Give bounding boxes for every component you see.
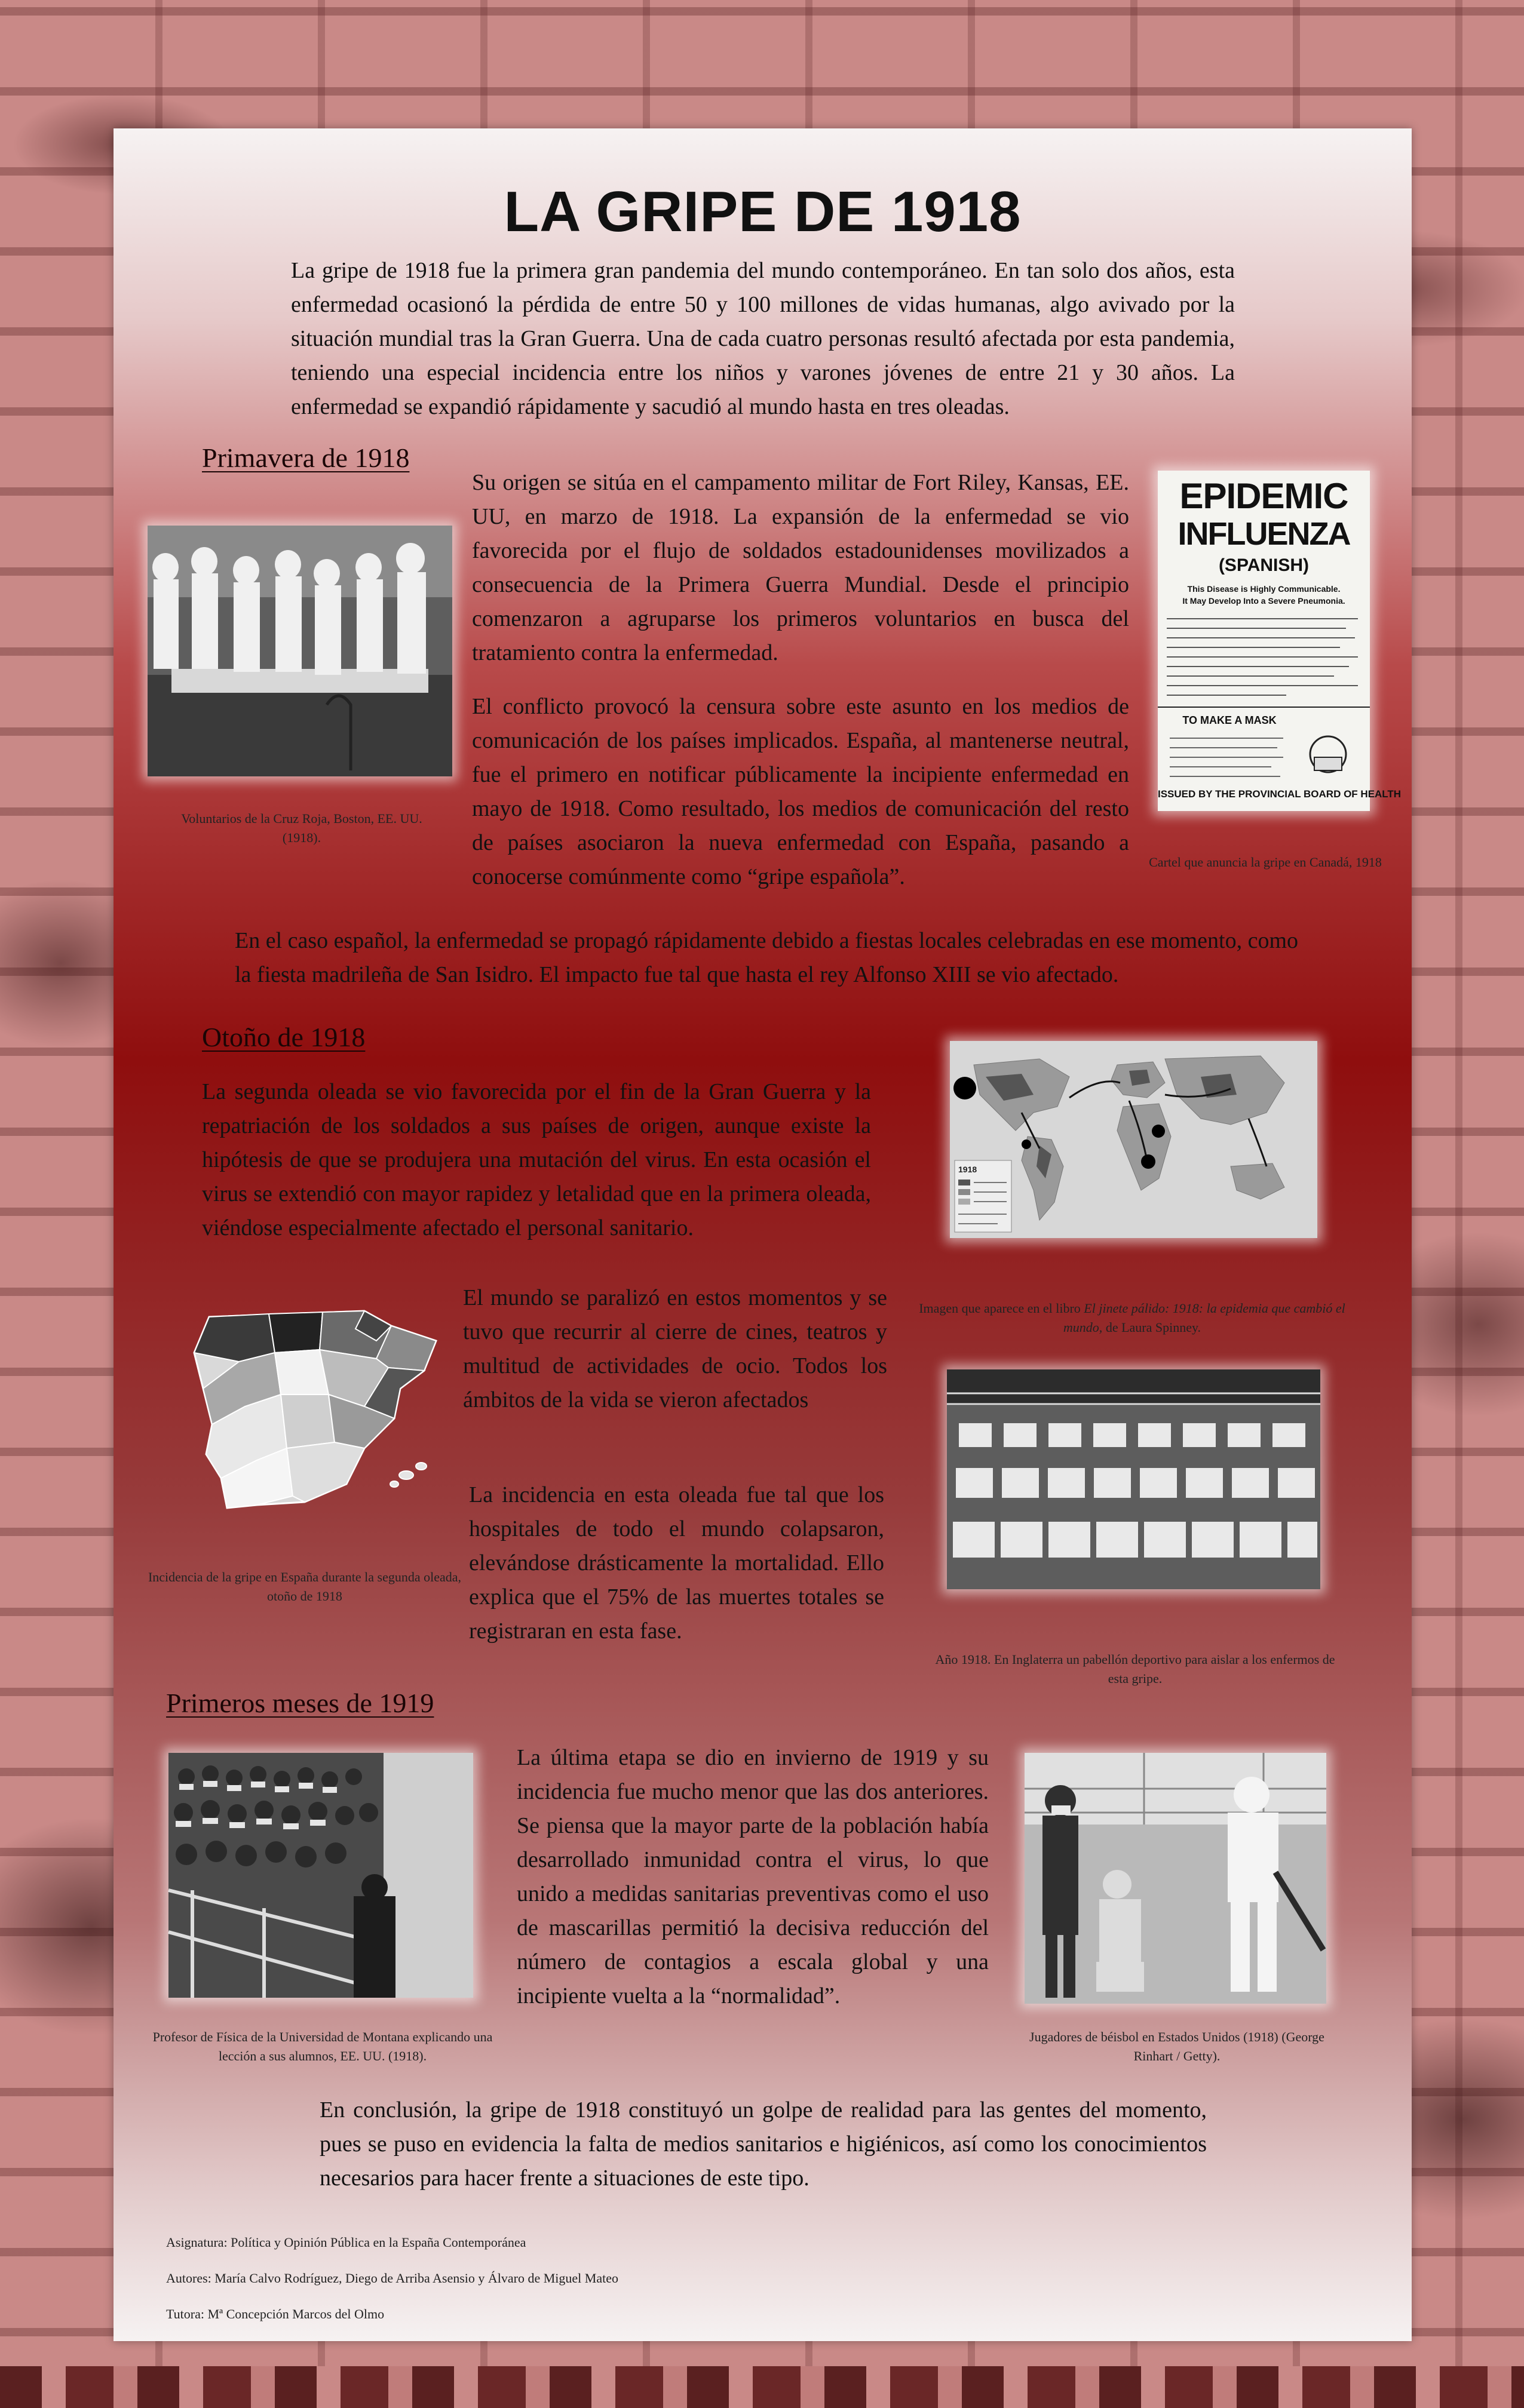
autumn-paragraph-1: La segunda oleada se vio favorecida por el fin de la Gran Guerra y la repatriación de los soldados a sus países de origen, aunque existe la hipótesis de que se produjera una mutación del virus. En esta ocasión el virus se extendió con mayor rapidez y letalidad que en la primera oleada, viéndose especialmente afectado el personal sanitario. — [202, 1079, 871, 1240]
spring-paragraph-spain: En el caso español, la enfermedad se propagó rápidamente debido a fiestas locales celebradas en ese momento, como la fiesta madrileña de San Isidro. El impacto fue tal que hasta el rey Alfonso XIII se vio afectado. — [235, 928, 1299, 987]
poster-line-issued: ISSUED BY THE PROVINCIAL BOARD OF HEALTH — [1158, 788, 1402, 800]
poster-line-communicable: This Disease is Highly Communicable. — [1187, 584, 1341, 594]
map-marker-africa — [1141, 1154, 1155, 1169]
caption-world-map-post: de Laura Spinney. — [1102, 1320, 1201, 1335]
spain-incidence-map — [185, 1305, 442, 1520]
caption-isolation-pavilion: Año 1918. En Inglaterra un pabellón deportivo para aislar a los enfermos de esta gripe. — [935, 1652, 1335, 1686]
epidemic-influenza-poster — [1158, 471, 1402, 811]
autumn-paragraph-2: El mundo se paralizó en estos momentos y se tuvo que recurrir al cierre de cines, teatros y multitud de actividades de ocio. Todos los ámbitos de la vida se vieron afectados — [463, 1285, 887, 1412]
caption-red-cross: Voluntarios de la Cruz Roja, Boston, EE. UU. (1918). — [181, 811, 422, 845]
footer-authors: Autores: María Calvo Rodríguez, Diego de Arriba Asensio y Álvaro de Miguel Mateo — [166, 2271, 619, 2286]
world-spread-map — [950, 1041, 1317, 1238]
poster-line-epidemic: EPIDEMIC — [1179, 476, 1348, 516]
poster-line-influenza: INFLUENZA — [1178, 516, 1350, 552]
caption-world-map-book: El jinete pálido: 1918: la epidemia que cambió el mundo, — [1063, 1301, 1345, 1335]
conclusion-paragraph: En conclusión, la gripe de 1918 constituyó un golpe de realidad para las gentes del momento, pues se puso en evidencia la falta de medios sanitarios e higiénicos, así como los conocimientos necesarios para hacer frente a situaciones de este tipo. — [320, 2097, 1207, 2191]
map-legend-year: 1918 — [958, 1165, 977, 1174]
brick-bottom-strip — [0, 2366, 1524, 2408]
poster-panel — [114, 128, 1412, 2341]
autumn-paragraph-3: La incidencia en esta oleada fue tal que los hospitales de todo el mundo colapsaron, elevándose drásticamente la mortalidad. Ello explica que el 75% de las muertes totales se registraran en esta fase. — [469, 1482, 884, 1644]
map-marker-large — [953, 1077, 976, 1099]
baseball-players-photo — [1025, 1753, 1326, 2004]
montana-lecture-photo — [168, 1753, 473, 1998]
map-marker-america — [1022, 1140, 1031, 1149]
map-marker-east — [1152, 1125, 1165, 1138]
footer-tutor: Tutora: Mª Concepción Marcos del Olmo — [166, 2306, 385, 2321]
heading-spring-1918: Primavera de 1918 — [202, 443, 410, 473]
caption-world-map-pre: Imagen que aparece en el libro — [919, 1301, 1084, 1316]
caption-spain-map: Incidencia de la gripe en España durante la segunda oleada, otoño de 1918 — [148, 1570, 462, 1604]
poster-line-spanish: (SPANISH) — [1218, 555, 1310, 575]
caption-montana-lecture: Profesor de Física de la Universidad de Montana explicando una lección a sus alumnos, EE. UU. (1918). — [152, 2029, 493, 2063]
caption-baseball-players: Jugadores de béisbol en Estados Unidos (1918) (George Rinhart / Getty). — [1029, 2029, 1324, 2063]
spring-paragraph-1: Su origen se sitúa en el campamento militar de Fort Riley, Kansas, EE. UU, en marzo de 1918. La expansión de la enfermedad se vio favorecida por el flujo de soldados estadounidenses movilizados a consecuencia de la Primera Guerra Mundial. Desde el principio comenzaron a agruparse los primeros voluntarios en busca del tratamiento contra la enfermedad. — [472, 470, 1129, 665]
intro-paragraph: La gripe de 1918 fue la primera gran pandemia del mundo contemporáneo. En tan solo dos años, esta enfermedad ocasionó la pérdida de entre 50 y 100 millones de vidas humanas, algo avivado por la situación mundial tras la Gran Guerra. Una de cada cuatro personas resultó afectada por esta pandemia, teniendo una especial incidencia entre los niños y varones jóvenes de entre 21 y 30 años. La enfermedad se expandió rápidamente y sacudió al mundo hasta en tres oleadas. — [291, 258, 1235, 419]
poster-line-mask: TO MAKE A MASK — [1182, 714, 1277, 726]
heading-early-1919: Primeros meses de 1919 — [166, 1688, 434, 1718]
isolation-pavilion-photo — [947, 1369, 1320, 1589]
heading-autumn-1918: Otoño de 1918 — [202, 1022, 366, 1052]
spring-paragraph-2: El conflicto provocó la censura sobre este asunto en los medios de comunicación de los países implicados. España, al mantenerse neutral, fue el primero en notificar públicamente la incipiente enfermedad en mayo de 1918. Como resultado, los medios de comunicación del resto de países asociaron la nueva enfermedad con España, pasando a conocerse comúnmente como “gripe española”. — [472, 694, 1129, 889]
early1919-paragraph: La última etapa se dio en invierno de 1919 y su incidencia fue mucho menor que las dos anteriores. Se piensa que la mayor parte de la población había desarrollado inmunidad contra el virus, lo que unido a medidas sanitarias preventivas como el uso de mascarillas permitió la decisiva reducción del número de contagios a escala global y una incipiente vuelta a la “normalidad”. — [517, 1745, 989, 2008]
red-cross-volunteers-photo — [148, 526, 452, 776]
page-title: LA GRIPE DE 1918 — [504, 180, 1022, 244]
caption-canada-poster: Cartel que anuncia la gripe en Canadá, 1918 — [1149, 855, 1382, 870]
poster-line-pneumonia: It May Develop Into a Severe Pneumonia. — [1182, 596, 1345, 606]
footer-subject: Asignatura: Política y Opinión Pública en la España Contemporánea — [166, 2235, 526, 2250]
caption-world-map — [908, 1299, 1356, 1337]
